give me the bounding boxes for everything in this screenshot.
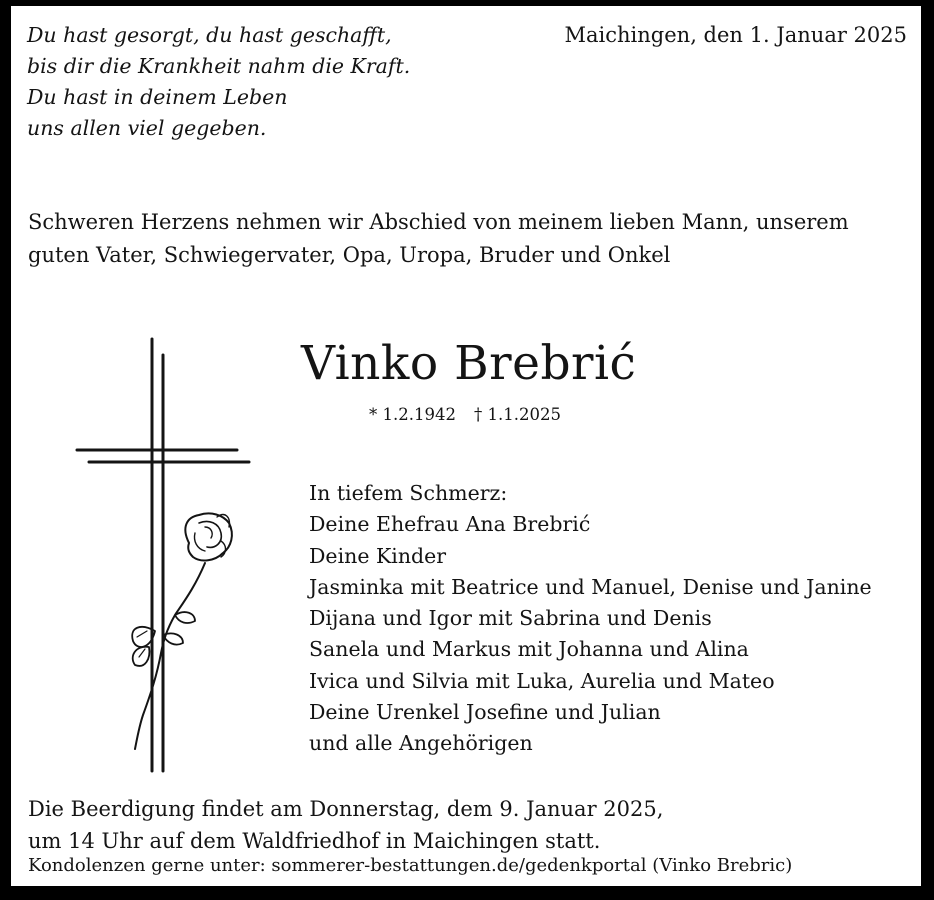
mourner-line: Deine Urenkel Josefine und Julian [309, 700, 661, 725]
deceased-name: Vinko Brebrić [301, 336, 637, 391]
obituary-notice [11, 6, 921, 886]
intro-line: Schweren Herzens nehmen wir Abschied von meinem lieben Mann, unserem [28, 210, 849, 234]
poem-line: uns allen viel gegeben. [27, 116, 267, 140]
funeral-details [28, 793, 663, 857]
mourner-line: Jasminka mit Beatrice und Manuel, Denise und Janine [309, 574, 872, 599]
mourner-line: Sanela und Markus mit Johanna und Alina [309, 637, 749, 662]
memorial-poem [27, 20, 410, 144]
mourner-line: Deine Kinder [309, 543, 447, 568]
mourners-list [309, 478, 872, 760]
mourner-line: und alle Angehörigen [309, 731, 533, 756]
death-date: † 1.1.2025 [473, 405, 561, 424]
life-dates [369, 403, 561, 427]
poem-line: Du hast in deinem Leben [27, 85, 288, 109]
place-and-date: Maichingen, den 1. Januar 2025 [564, 23, 907, 47]
mourner-line: Dijana und Igor mit Sabrina und Denis [309, 606, 712, 631]
mourner-line: In tiefem Schmerz: [309, 481, 508, 505]
poem-line: Du hast gesorgt, du hast geschafft, [27, 23, 392, 47]
condolences-note: Kondolenzen gerne unter: sommerer-bestattungen.de/gedenkportal (Vinko Brebric) [28, 855, 793, 876]
poem-line: bis dir die Krankheit nahm die Kraft. [27, 54, 411, 78]
intro-line: guten Vater, Schwiegervater, Opa, Uropa, Bruder und Onkel [28, 243, 671, 267]
birth-date: * 1.2.1942 [369, 405, 456, 424]
mourner-line: Deine Ehefrau Ana Brebrić [309, 512, 591, 537]
mourner-line: Ivica und Silvia mit Luka, Aurelia und Mateo [309, 668, 775, 693]
funeral-line: Die Beerdigung findet am Donnerstag, dem 9. Januar 2025, [28, 797, 664, 821]
funeral-line: um 14 Uhr auf dem Waldfriedhof in Maichingen statt. [28, 829, 601, 853]
cross-with-rose-icon [71, 331, 251, 776]
farewell-intro [28, 206, 908, 272]
